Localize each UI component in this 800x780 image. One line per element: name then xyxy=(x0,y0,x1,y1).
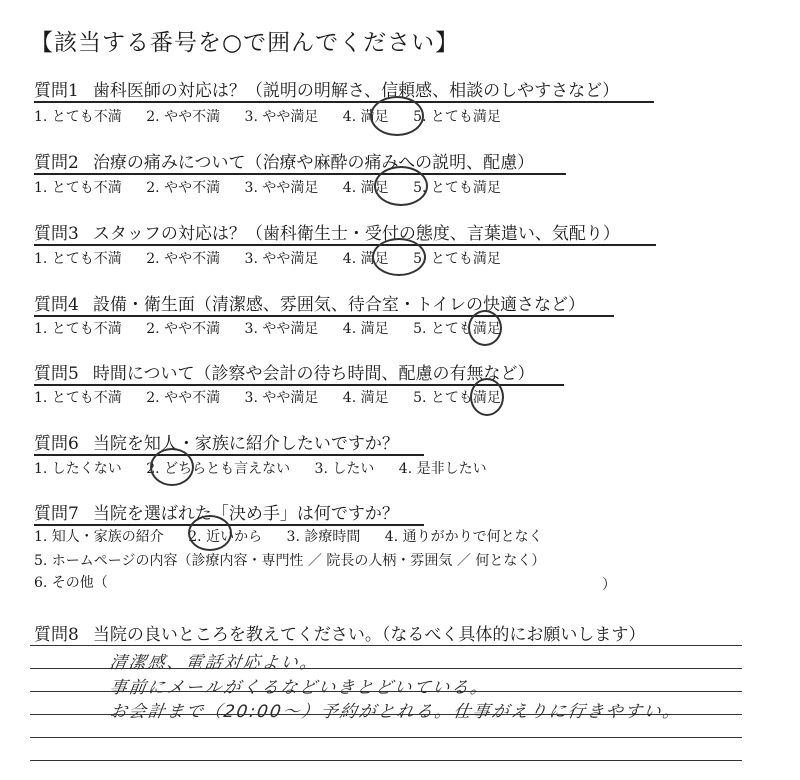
question-3-options xyxy=(34,248,521,268)
question-4-options xyxy=(34,318,521,338)
option-5[interactable]: 5. とても満足 xyxy=(413,390,501,406)
answer-circle xyxy=(188,515,232,551)
option-4[interactable]: 4. 満足 xyxy=(342,390,389,406)
question-text: 当院を知人・家族に紹介したいですか？ xyxy=(92,434,399,454)
option-2[interactable]: 2. どちらとも言えない xyxy=(146,461,291,477)
question-6 xyxy=(34,429,399,454)
answer-circle xyxy=(372,238,426,276)
answer-circle xyxy=(374,166,428,206)
option-2[interactable]: 2. やや不満 xyxy=(146,251,221,267)
question-2 xyxy=(34,148,534,173)
option-2[interactable]: 2. やや不満 xyxy=(146,180,221,196)
question-underline xyxy=(34,315,614,317)
question-number: 質問4 xyxy=(34,295,79,315)
question-underline xyxy=(34,173,566,175)
question-7-option-5[interactable]: 5. ホームページの内容（診療内容・専門性 ／ 院長の人柄・雰囲気 ／ 何となく） xyxy=(34,553,546,569)
option-2[interactable]: 2. やや不満 xyxy=(146,390,221,406)
question-5 xyxy=(34,359,535,384)
option-1[interactable]: 1. とても不満 xyxy=(34,390,122,406)
answer-circle xyxy=(370,96,424,136)
answer-line xyxy=(30,760,742,761)
option-1[interactable]: 1. したくない xyxy=(34,461,122,477)
question-number: 質問7 xyxy=(34,504,79,524)
option-5[interactable]: 5. とても満足 xyxy=(413,251,501,267)
question-7-option-6[interactable]: 6. その他（ xyxy=(34,575,108,591)
handwritten-answer-line: お会計まで（20:00〜）予約がとれる。仕事がえりに行きやすい。 xyxy=(108,702,684,722)
question-number: 質問6 xyxy=(34,434,79,454)
option-5[interactable]: 5. とても満足 xyxy=(413,109,501,125)
option-3[interactable]: 3. やや満足 xyxy=(244,390,319,406)
option-2[interactable]: 2. 近いから xyxy=(188,529,263,545)
question-number: 質問8 xyxy=(34,625,79,645)
option-3[interactable]: 3. やや満足 xyxy=(244,180,319,196)
option-4[interactable]: 4. 満足 xyxy=(342,180,389,196)
option-2[interactable]: 2. やや不満 xyxy=(146,109,221,125)
question-text: 治療の痛みについて（治療や麻酔の痛みへの説明、配慮） xyxy=(92,153,535,173)
handwritten-answer-line: 清潔感、電話対応よい。 xyxy=(108,653,321,673)
option-2[interactable]: 2. やや不満 xyxy=(146,321,221,337)
option-4[interactable]: 4. 満足 xyxy=(342,321,389,337)
question-text: 設備・衛生面（清潔感、雰囲気、待合室・トイレの快適さなど） xyxy=(92,295,585,315)
option-3[interactable]: 3. やや満足 xyxy=(244,321,319,337)
option-1[interactable]: 1. 知人・家族の紹介 xyxy=(34,529,164,545)
option-1[interactable]: 1. とても不満 xyxy=(34,109,122,125)
option-3[interactable]: 3. やや満足 xyxy=(244,109,319,125)
question-2-options xyxy=(34,177,521,197)
question-3 xyxy=(34,219,620,244)
question-number: 質問1 xyxy=(34,81,79,101)
question-number: 質問2 xyxy=(34,153,79,173)
option-4[interactable]: 4. 是非したい xyxy=(398,461,487,477)
answer-line xyxy=(30,645,742,646)
answer-circle xyxy=(150,448,194,486)
answer-line xyxy=(30,737,742,738)
option-1[interactable]: 1. とても不満 xyxy=(34,180,122,196)
question-8 xyxy=(34,620,645,645)
option-3[interactable]: 3. やや満足 xyxy=(244,251,319,267)
question-underline xyxy=(34,244,656,246)
question-text: 当院の良いところを教えてください。（なるべく具体的にお願いします） xyxy=(92,625,646,645)
question-text: スタッフの対応は？（歯科衛生士・受付の態度、言葉遣い、気配り） xyxy=(92,224,620,244)
question-text: 時間について（診察や会計の待ち時間、配慮の有無など） xyxy=(92,364,535,384)
question-5-options xyxy=(34,387,521,407)
page-title: 【該当する番号を○で囲んでください】 xyxy=(30,30,460,56)
question-text: 当院を選ばれた「決め手」は何ですか？ xyxy=(92,504,399,524)
handwritten-answer-line: 事前にメールがくるなどいきとどいている。 xyxy=(108,678,491,698)
option-1[interactable]: 1. とても不満 xyxy=(34,251,122,267)
answer-circle xyxy=(470,378,504,416)
question-underline xyxy=(34,101,654,103)
question-7-options xyxy=(34,526,563,546)
option-5[interactable]: 5. とても満足 xyxy=(413,180,501,196)
question-number: 質問3 xyxy=(34,224,79,244)
question-6-options xyxy=(34,458,507,478)
question-number: 質問5 xyxy=(34,364,79,384)
question-text: 歯科医師の対応は？（説明の明解さ、信頼感、相談のしやすさなど） xyxy=(92,81,620,101)
option-5[interactable]: 5. とても満足 xyxy=(413,321,501,337)
question-1 xyxy=(34,76,619,101)
option-4[interactable]: 4. 満足 xyxy=(342,251,389,267)
option-4[interactable]: 4. 満足 xyxy=(342,109,389,125)
option-1[interactable]: 1. とても不満 xyxy=(34,321,122,337)
question-underline xyxy=(34,454,424,456)
option-3[interactable]: 3. したい xyxy=(314,461,375,477)
option-3[interactable]: 3. 診療時間 xyxy=(286,529,361,545)
question-1-options xyxy=(34,106,521,126)
question-4 xyxy=(34,290,585,315)
answer-circle xyxy=(468,310,502,346)
other-close-paren: ） xyxy=(602,577,616,593)
option-4[interactable]: 4. 通りがかりで何となく xyxy=(384,529,543,545)
